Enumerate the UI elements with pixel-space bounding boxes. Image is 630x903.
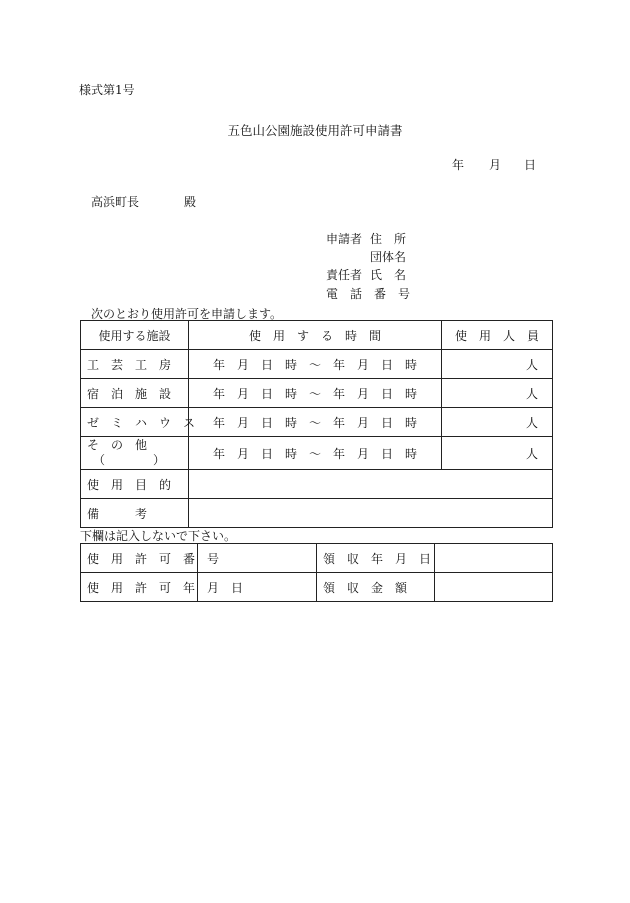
date-month: 月 xyxy=(489,158,502,172)
receipt-date-label: 領 収 年 月 日 xyxy=(317,544,435,573)
facility-name: 工 芸 工 房 xyxy=(81,350,189,379)
form-number: 様式第1号 xyxy=(79,83,135,97)
people-field[interactable]: 人 xyxy=(442,350,553,379)
remarks-row xyxy=(81,499,553,528)
date-day: 日 xyxy=(524,158,537,172)
people-field[interactable]: 人 xyxy=(442,408,553,437)
facility-name: そ の 他 xyxy=(87,438,148,452)
office-row xyxy=(81,544,553,573)
purpose-label: 使 用 目 的 xyxy=(81,470,189,499)
office-use-note: 下欄は記入しないで下さい。 xyxy=(80,529,237,543)
time-field[interactable]: 年 月 日 時 〜 年 月 日 時 xyxy=(189,437,442,470)
time-field[interactable]: 年 月 日 時 〜 年 月 日 時 xyxy=(189,379,442,408)
facility-name: 宿 泊 施 設 xyxy=(81,379,189,408)
table-row xyxy=(81,437,553,470)
facility-other-paren[interactable]: （ ） xyxy=(93,453,166,467)
time-field[interactable]: 年 月 日 時 〜 年 月 日 時 xyxy=(189,350,442,379)
remarks-label: 備 考 xyxy=(81,499,189,528)
office-row xyxy=(81,573,553,602)
honorific: 殿 xyxy=(184,195,197,209)
time-field[interactable]: 年 月 日 時 〜 年 月 日 時 xyxy=(189,408,442,437)
permit-date-label: 使 用 許 可 年 月 日 xyxy=(81,573,198,602)
table-row xyxy=(81,379,553,408)
application-table xyxy=(80,320,553,528)
intro-text: 次のとおり使用許可を申請します。 xyxy=(91,307,283,321)
table-row xyxy=(81,350,553,379)
purpose-field[interactable] xyxy=(189,470,553,499)
facility-name: ゼ ミ ハ ウ ス xyxy=(81,408,189,437)
group-label: 団体名 xyxy=(370,250,407,264)
table-row xyxy=(81,408,553,437)
purpose-row xyxy=(81,470,553,499)
receipt-amount-field xyxy=(435,573,553,602)
addressee: 高浜町長 xyxy=(91,195,140,209)
receipt-amount-label: 領 収 金 額 xyxy=(317,573,435,602)
remarks-field[interactable] xyxy=(189,499,553,528)
document-title: 五色山公園施設使用許可申請書 xyxy=(227,123,403,138)
office-use-table xyxy=(80,543,553,602)
people-field[interactable]: 人 xyxy=(442,437,553,470)
table-header-row xyxy=(81,321,553,350)
people-field[interactable]: 人 xyxy=(442,379,553,408)
date-year: 年 xyxy=(452,158,465,172)
header-time: 使 用 す る 時 間 xyxy=(189,321,442,350)
header-facility: 使用する施設 xyxy=(81,321,189,350)
phone-label: 電 話 番 号 xyxy=(326,287,411,301)
facility-other xyxy=(81,437,189,470)
header-people: 使 用 人 員 xyxy=(442,321,553,350)
receipt-date-field xyxy=(435,544,553,573)
address-label: 住 所 xyxy=(370,232,407,246)
applicant-label: 申請者 xyxy=(326,232,363,246)
responsible-label: 責任者 xyxy=(326,268,363,282)
name-label: 氏 名 xyxy=(370,268,407,282)
permit-number-label: 使 用 許 可 番 号 xyxy=(81,544,198,573)
